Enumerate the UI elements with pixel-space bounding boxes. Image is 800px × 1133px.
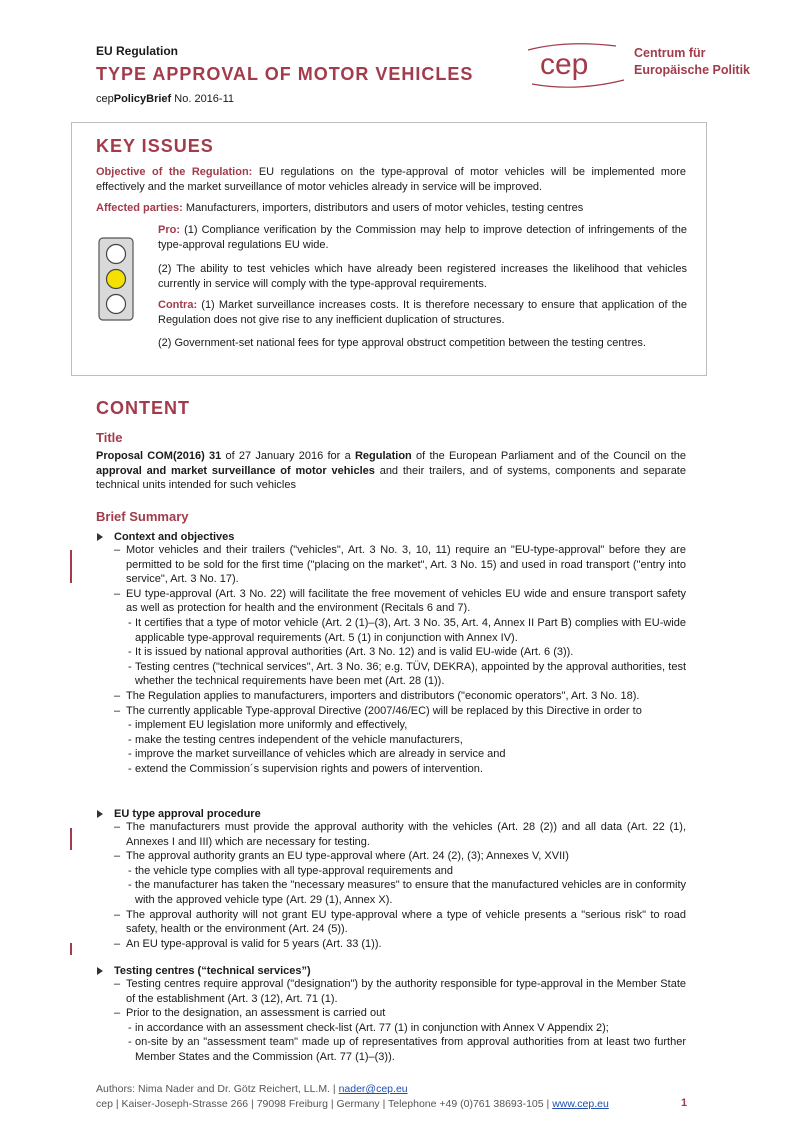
section-context-objectives [114,531,686,777]
context-objectives-list [114,543,686,777]
list-item: - make the testing centres independent of the vehicle manufacturers, [114,733,686,748]
objective-paragraph: Objective of the Regulation: EU regulations on the type-approval of motor vehicles will be implemented more effectively and the market surveillance of motor vehicles already in service will be improved. [96,166,686,193]
list-item: – The approval authority grants an EU type-approval where (Art. 24 (2), (3); Annexes V, XVII) [114,849,686,864]
list-item: – The Regulation applies to manufacturers, importers and distributors ("economic operators", Art. 3 No. 18). [114,689,686,704]
section-heading: Testing centres (“technical services”) [114,965,311,977]
traffic-light-icon [98,237,134,321]
list-item: - implement EU legislation more uniformly and effectively, [114,718,686,733]
pro-label: Pro: [158,224,180,236]
list-item: - improve the market surveillance of vehicles which are already in service and [114,747,686,762]
list-item: - It is issued by national approval authorities (Art. 3 No. 12) and is valid EU-wide (Art. 6 (3)). [114,645,686,660]
traffic-light-bottom [107,295,126,314]
objective-label: Objective of the Regulation: [96,166,253,178]
org-name-line2: Europäische Politik [634,63,751,77]
key-issues-heading: KEY ISSUES [96,136,214,156]
cep-logo-mark [526,40,631,92]
list-item: – EU type-approval (Art. 3 No. 22) will facilitate the free movement of vehicles EU wide and ensure transport safety as well as protection for health and the environment (Recitals 6 and 7). [114,587,686,616]
cep-logo [526,40,756,92]
margin-change-bar [70,828,72,850]
affected-label: Affected parties: [96,202,183,214]
section-heading: Context and objectives [114,531,235,543]
bullet-arrow-icon [97,533,103,541]
list-item: – Prior to the designation, an assessment is carried out [114,1006,686,1021]
proposal-title-paragraph: Proposal COM(2016) 31 of 27 January 2016 for a Regulation of the European Parliament and of the Council on the approval and market surveillance of motor vehicles and their trailers, and of systems, components and separate technical units intended for such vehicles [96,450,686,492]
testing-centres-list [114,977,686,1065]
contra-1-paragraph: Contra: (1) Market surveillance increases costs. It is therefore necessary to ensure that application of the Regulation does not give rise to any inefficient duplication of structures. [158,299,687,326]
list-item: - on-site by an "assessment team" made up of representatives from approval authorities from at least two further Member States and the Commission (Art. 77 (1)–(3)). [114,1035,686,1064]
category-label: EU Regulation [96,44,179,58]
logo-text: cep [540,48,589,81]
type-approval-procedure-list [114,820,686,951]
list-item: – The manufacturers must provide the approval authority with the vehicles (Art. 28 (2)) and all data (Art. 22 (1), Annexes I and III) which are necessary for testing. [114,820,686,849]
list-item: - Testing centres ("technical services", Art. 3 No. 36; e.g. TÜV, DEKRA), appointed by the approval authorities, test whether the technical requirements have been met (Art. 28 (1)). [114,660,686,689]
list-item: - extend the Commission´s supervision rights and powers of intervention. [114,762,686,777]
author-email-link[interactable]: nader@cep.eu [338,1083,408,1095]
brief-number: cepPolicyBrief No. 2016-11 [96,93,235,105]
brief-summary-subheading: Brief Summary [96,509,189,524]
contra-2-paragraph: (2) Government-set national fees for type approval obstruct competition between the testing centres. [158,337,646,349]
margin-change-bar [70,550,72,583]
pro-1-paragraph: Pro: (1) Compliance verification by the Commission may help to improve detection of infringements of the type-approval regulations EU wide. [158,224,687,251]
margin-change-bar [70,943,72,955]
section-testing-centres [114,965,686,1065]
list-item: – The currently applicable Type-approval Directive (2007/46/EC) will be replaced by this Directive in order to [114,704,686,719]
content-heading: CONTENT [96,398,190,418]
bullet-arrow-icon [97,810,103,818]
traffic-light-top [107,245,126,264]
traffic-light-middle [107,270,126,289]
section-type-approval-procedure [114,808,686,951]
list-item: - in accordance with an assessment check-list (Art. 77 (1) in conjunction with Annex V Appendix 2); [114,1021,686,1036]
footer-address: cep | Kaiser-Joseph-Strasse 266 | 79098 Freiburg | Germany | Telephone +49 (0)761 38693-105 | www.cep.eu [96,1098,609,1110]
section-heading: EU type approval procedure [114,808,261,820]
list-item: – An EU type-approval is valid for 5 years (Art. 33 (1)). [114,937,686,952]
contra-label: Contra: [158,299,198,311]
pro-2-paragraph: (2) The ability to test vehicles which have already been registered increases the likelihood that vehicles currently in service will comply with the type-approval requirements. [158,263,687,290]
website-link[interactable]: www.cep.eu [552,1098,609,1110]
bullet-arrow-icon [97,967,103,975]
list-item: – Testing centres require approval ("designation") by the authority responsible for type-approval in the Member State of the establishment (Art. 3 (12), Art. 71 (1). [114,977,686,1006]
org-name-line1: Centrum für [634,46,706,60]
list-item: – The approval authority will not grant EU type-approval where a type of vehicle presents a "serious risk" to road safety, health or the environment (Art. 24 (5)). [114,908,686,937]
page-number: 1 [681,1097,688,1109]
document-title: TYPE APPROVAL OF MOTOR VEHICLES [96,64,474,84]
footer-authors: Authors: Nima Nader and Dr. Götz Reichert, LL.M. | nader@cep.eu [96,1083,408,1095]
list-item: - the manufacturer has taken the "necessary measures" to ensure that the manufactured vehicles are in conformity with the approved vehicle type (Art. 29 (1), Annex X). [114,878,686,907]
title-subheading: Title [96,430,123,445]
list-item: - It certifies that a type of motor vehicle (Art. 2 (1)–(3), Art. 3 No. 35, Art. 4, Annex II Part B) complies with EU-wide applicable type-approval requirements (Art. 5 (1) in conjunction with Annex IV). [114,616,686,645]
list-item: – Motor vehicles and their trailers ("vehicles", Art. 3 No. 3, 10, 11) require an "EU-type-approval" before they are permitted to be sold for the first time ("placing on the market", Art. 3 No. 15) and used in road transport ("entry into service", Art. 3 No. 17). [114,543,686,587]
list-item: - the vehicle type complies with all type-approval requirements and [114,864,686,879]
affected-parties-paragraph: Affected parties: Manufacturers, importers, distributors and users of motor vehicles, testing centres [96,202,584,214]
